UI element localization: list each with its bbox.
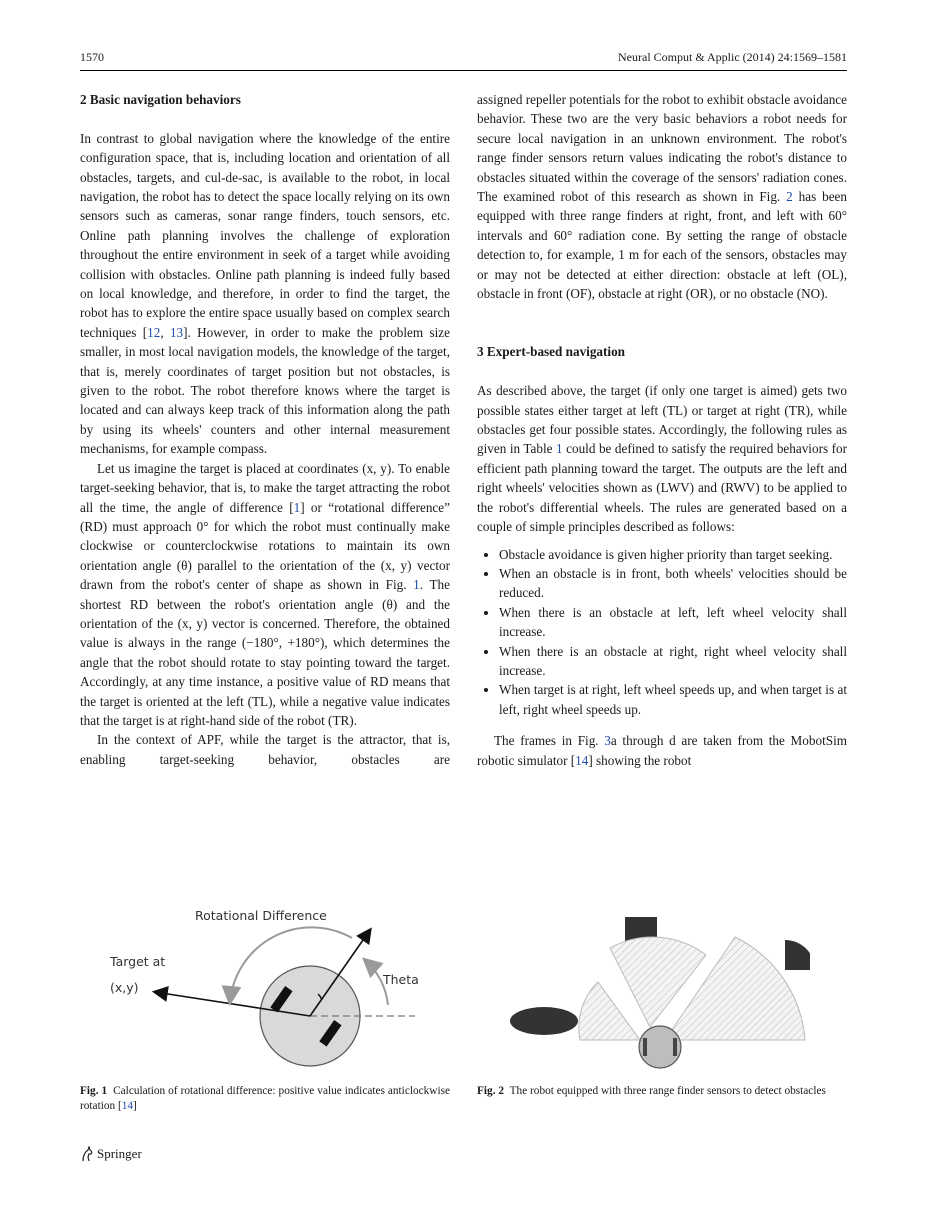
section-3-paragraph-2: [477, 731, 847, 770]
figure-2: [500, 912, 810, 1072]
text-run: . The shortest RD between the robot's orientation angle (θ) and the orientation of the (x, y) vector is concerned. Therefore, the obtained value is always in the range (−180°, +180°), which determines the angle that the robot should rotate to stay pointing toward the target. Accordingly, at any time instance, a positive value of RD means that the target is oriented at the left (TL), while a negative value indicates that the target is at right-hand side of the robot (TR).: [80, 577, 450, 728]
caption-text: The robot equipped with three range finder sensors to detect obstacles: [509, 1085, 826, 1097]
list-item: • Obstacle avoidance is given higher priority than target seeking.: [499, 545, 847, 564]
left-column: [80, 90, 450, 769]
list-item: • When there is an obstacle at right, right wheel velocity shall increase.: [499, 642, 847, 681]
citation-link-13[interactable]: 13: [169, 324, 184, 340]
text-run: Let us imagine the target is placed at coordinates (x, y). To enable target-seeking behavior, that is, to make the target attracting the robot all the time, the angle of difference [: [80, 460, 450, 515]
rules-list: [477, 545, 847, 720]
left-wheel: [643, 1038, 647, 1056]
text-run: ,: [160, 324, 170, 340]
caption-label: Fig. 2: [477, 1085, 504, 1097]
citation-link-14[interactable]: 14: [575, 752, 589, 768]
section-2-paragraph-3-continued: [477, 90, 847, 303]
right-obstacle: [785, 940, 810, 970]
list-item: • When there is an obstacle at left, left wheel velocity shall increase.: [499, 603, 847, 642]
left-sensor-cone: [579, 982, 640, 1040]
section-2-paragraph-3: [80, 730, 450, 769]
text-run: a through d are taken from the MobotSim robotic simulator [: [477, 733, 847, 768]
text-run: ] showing the robot: [588, 752, 692, 768]
figure-1-caption: [80, 1084, 450, 1114]
figure-link-3[interactable]: 3: [604, 733, 611, 749]
text-run: In the context of APF, while the target is the attractor, that is, enabling target-seeking behavior, obstacles are: [80, 732, 450, 767]
table-link-1[interactable]: 1: [556, 441, 563, 457]
citation-link-12[interactable]: 12: [147, 324, 161, 340]
section-2-paragraph-2: [80, 459, 450, 731]
caption-text: ]: [133, 1100, 137, 1112]
publisher-name: Springer: [97, 1146, 142, 1161]
text-run: As described above, the target (if only one target is aimed) gets two possible states either target at left (TL) or target at right (TR), while obstacles get four possible states. Accordingly, the following rules as given in Table: [477, 383, 847, 457]
section-2-heading: 2 Basic navigation behaviors: [80, 92, 241, 107]
figure-1: [90, 900, 430, 1075]
text-run: has been equipped with three range finders at right, front, and left with 60° intervals and 60° radiation cone. By setting the range of obstacle detection to, for example, 1 m for each of the sensors, obstacles may or may not be detected at either direction: obstacle at left (OL), obstacle in front (OF), obstacle at right (OR), or no obstacle (NO).: [477, 189, 847, 302]
caption-text: Calculation of rotational difference: positive value indicates anticlockwise rotation [: [80, 1085, 450, 1112]
section-2-paragraph-1: [80, 129, 450, 459]
header-rule: [80, 70, 847, 71]
list-item: • When target is at right, left wheel speeds up, and when target is at left, right wheel speeds up.: [499, 680, 847, 719]
springer-horse-icon: [80, 1146, 94, 1162]
text-run: The frames in Fig.: [494, 733, 605, 749]
text-run: could be defined to satisfy the required behaviors for efficient path planning toward the target. The outputs are the left and right wheels' velocities shown as (LWV) and (RWV) to be applied to the robot's differential wheels. The rules are generated based on a couple of simple principles described as follows:: [477, 441, 847, 535]
rd-label: Rotational Difference: [195, 908, 327, 923]
target-label: Target at: [110, 954, 166, 969]
text-run: In contrast to global navigation where the knowledge of the entire configuration space, that is, including location and orientation of all obstacles, targets, and cul-de-sac, is available to the robot, in local navigation, the robot has to detect the space locally relying on its own sensors such as cameras, sonar range finders, touch sensors, etc. Online path planning involves the challenge of exploration throughout the entire environment in seek of a target while avoiding collision with obstacles. Online path planning is indeed fully based on local knowledge, and therefore, in order to find the target, the robot has to explore the entire space usually based on complex search techniques [: [80, 130, 450, 340]
page-number: 1570: [80, 50, 104, 64]
left-obstacle: [510, 1007, 578, 1035]
publisher-footer: [80, 1146, 142, 1162]
text-run: assigned repeller potentials for the robot to exhibit obstacle avoidance behavior. These two are the very basic behaviors a robot needs for secure local navigation in an unknown environment. The robot's range finder sensors return values indicating the robot's distance to obstacles situated within the coverage of the sensors' radiation cones. The examined robot of this research as shown in Fig.: [477, 92, 847, 205]
section-3-heading: 3 Expert-based navigation: [477, 344, 626, 360]
citation-link-1[interactable]: 1: [293, 499, 301, 515]
theta-label: Theta: [383, 972, 419, 987]
section-3-paragraph-1: [477, 381, 847, 536]
list-item: • When an obstacle is in front, both wheels' velocities should be reduced.: [499, 564, 847, 603]
xy-label: (x,y): [110, 980, 139, 995]
caption-label: Fig. 1: [80, 1085, 108, 1097]
text-run: ]. However, in order to make the problem size smaller, in most local navigation models, the knowledge of the target, that is, merely coordinates of target position but not obstacles, is given to the robot. The robot therefore knows where the target is located and can always keep track of this information along the path by using its wheels' counters and other internal measurement mechanisms, for example compass.: [80, 324, 450, 457]
figure-link-1[interactable]: 1: [413, 577, 420, 593]
text-run: ] or “rotational difference” (RD) must approach 0° for which the robot must continually make clockwise or counterclockwise rotations to maintain its own orientation angle (θ) parallel to the orientation of the (x, y) vector drawn from the robot's center of shape as shown in Fig.: [80, 499, 450, 593]
journal-citation: Neural Comput & Applic (2014) 24:1569–1581: [618, 50, 847, 64]
range-finder-diagram: [500, 912, 810, 1072]
right-column: [477, 90, 847, 770]
citation-link-14[interactable]: 14: [121, 1100, 134, 1112]
rotational-difference-diagram: [90, 900, 430, 1075]
right-wheel: [673, 1038, 677, 1056]
figure-2-caption: [477, 1084, 847, 1099]
figure-link-2[interactable]: 2: [786, 189, 793, 205]
